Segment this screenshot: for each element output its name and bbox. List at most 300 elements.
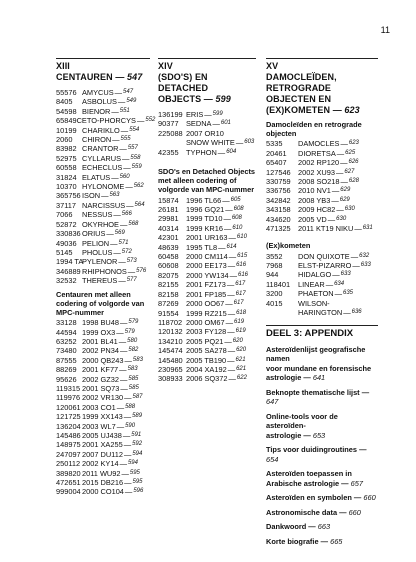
- index-entry: [56, 239, 150, 248]
- entry-number: 250112: [56, 459, 81, 469]
- entry-page: 551: [119, 107, 130, 114]
- entry-dash: —: [331, 186, 340, 196]
- entry-name: SEDNA: [186, 119, 212, 129]
- entry-page: 605: [230, 196, 241, 203]
- entry-number: 65407: [266, 158, 287, 168]
- index-entry: [56, 459, 150, 468]
- section-sdo-detached: [158, 58, 256, 384]
- index-entry: [56, 88, 150, 97]
- index-entry: [158, 356, 256, 365]
- entry-page: 562: [133, 183, 144, 190]
- entry-number: 365756: [56, 191, 81, 201]
- entry-number: 42301: [158, 233, 179, 243]
- entry-dash: —: [228, 374, 236, 384]
- entry-dash: —: [119, 219, 128, 229]
- entry-name: 2002 PN34: [82, 346, 119, 356]
- entry-page: 627: [344, 168, 355, 175]
- entry-page: 585: [128, 384, 139, 391]
- entry-page: 629: [339, 196, 350, 203]
- entry-name: ORIUS: [82, 229, 106, 239]
- entry-name: THEREUS: [82, 276, 118, 286]
- index-entry: [56, 97, 150, 106]
- index-entry: [158, 290, 256, 299]
- entry-dash: —: [223, 223, 232, 233]
- entry-name: 2007 OR10: [186, 128, 224, 138]
- index-entry: [158, 205, 256, 214]
- entry-number: [158, 138, 186, 147]
- entry-dash: —: [124, 478, 132, 488]
- entry-dash: —: [335, 167, 344, 177]
- entry-name: LINEAR: [298, 279, 325, 289]
- entry-name: CHIRON: [82, 135, 112, 145]
- index-entry: [158, 318, 256, 327]
- entry-name: 1999 KR16: [186, 223, 223, 233]
- entry-name: 2000 OO67: [186, 299, 225, 309]
- entry-dash: —: [122, 431, 131, 441]
- entry-number: 2060: [56, 135, 73, 145]
- section-rule: [56, 58, 150, 59]
- entry-page: 617: [235, 290, 246, 297]
- entry-name: 2005 PQ21: [186, 336, 224, 346]
- entry-name: ASBOLUS: [82, 97, 117, 107]
- entry-name: 2009 HC82: [298, 205, 336, 215]
- entry-number: 60608: [158, 261, 179, 271]
- entry-number: 230965: [158, 364, 183, 374]
- entry-page: 608: [231, 215, 242, 222]
- index-entry: [266, 205, 378, 214]
- entry-dash: —: [118, 257, 126, 267]
- entry-page: 580: [127, 337, 138, 344]
- entry-dash: —: [136, 116, 145, 126]
- index-entry: [56, 318, 150, 327]
- entry-number: 33128: [56, 318, 77, 328]
- entry-number: 87555: [56, 355, 77, 365]
- appendix-entry: [266, 469, 378, 488]
- index-entry: [56, 412, 150, 421]
- entry-dash: —: [119, 365, 127, 375]
- index-entry: [266, 252, 378, 261]
- entry-number: 3200: [266, 289, 283, 299]
- index-entry: [266, 280, 378, 289]
- appendix-entry: [266, 345, 378, 383]
- entry-number: 944: [266, 270, 279, 280]
- index-entry: [158, 119, 256, 128]
- entry-number: 7968: [266, 261, 283, 271]
- index-entry: [56, 144, 150, 153]
- entry-number: 82155: [158, 280, 179, 290]
- appendix-entry: [266, 388, 378, 407]
- entry-name: HIDALGO: [298, 270, 332, 280]
- entry-page: 583: [132, 356, 143, 363]
- entry-name: 1996 GQ21: [186, 205, 225, 215]
- entry-number: 118702: [158, 317, 183, 327]
- entry-number: 5335: [266, 139, 283, 149]
- entry-name: 2001 BL41: [82, 336, 118, 346]
- entry-dash: —: [123, 163, 131, 173]
- appendix-entry-text: Online-tools voor de asteroïden-: [266, 411, 338, 431]
- index-entry: [56, 393, 150, 402]
- entry-number: 136204: [56, 421, 81, 431]
- index-entry: [158, 365, 256, 374]
- entry-page: 608: [233, 206, 244, 213]
- index-entry: [56, 276, 150, 285]
- entry-number: 1994 TA: [56, 257, 84, 267]
- entry-page: 631: [362, 225, 373, 232]
- entry-dash: —: [119, 318, 128, 328]
- entry-name: 2002 VR130: [82, 393, 124, 403]
- entry-number: 60458: [158, 252, 179, 262]
- entry-name: DIORETSA: [298, 148, 336, 158]
- entry-number: 88269: [56, 365, 77, 375]
- appendix-entry-page: 653: [312, 430, 326, 440]
- entry-number: 120061: [56, 402, 81, 412]
- entry-page: 634: [334, 280, 345, 287]
- section-number: XV: [266, 61, 279, 71]
- entry-page: 622: [236, 375, 247, 382]
- appendix-entry-page: 654: [266, 454, 279, 464]
- entry-page: 579: [124, 328, 135, 335]
- entry-number: 4015: [266, 298, 283, 308]
- entry-number: 52975: [56, 153, 77, 163]
- entry-name: 2005 SA278: [186, 346, 227, 356]
- entry-number: 15874: [158, 195, 179, 205]
- entry-page: 633: [360, 262, 371, 269]
- entry-number: 40314: [158, 223, 179, 233]
- entry-name: 1995 TL8: [186, 242, 218, 252]
- index-entry: [158, 252, 256, 261]
- index-entry: [266, 196, 378, 205]
- index-entry: [56, 163, 150, 172]
- entry-page: 594: [127, 460, 138, 467]
- entry-dash: —: [334, 289, 342, 299]
- entry-dash: —: [116, 421, 125, 431]
- entry-dash: —: [340, 158, 348, 168]
- entry-name: AMYCUS: [82, 88, 114, 97]
- index-entry: [158, 196, 256, 205]
- sub-heading: SDO's en Detached Objects met alleen codering of volgorde van MPC-nummer: [158, 167, 256, 195]
- index-entry: [266, 308, 378, 317]
- entry-number: 389820: [56, 468, 81, 478]
- appendix-rule: [266, 325, 378, 326]
- index-entry: [266, 139, 378, 148]
- entry-page: 594: [132, 450, 143, 457]
- entry-name: 2015 DB216: [82, 478, 124, 488]
- entry-page: 569: [114, 230, 125, 237]
- entry-page: 572: [121, 248, 132, 255]
- entry-page: 595: [129, 469, 140, 476]
- entry-dash: —: [336, 205, 344, 215]
- entry-page: 620: [232, 337, 243, 344]
- entry-number: 65849: [56, 116, 77, 126]
- entry-number: 471325: [266, 224, 291, 234]
- entry-number: 32532: [56, 276, 77, 286]
- entry-page: 560: [119, 173, 130, 180]
- entry-number: [266, 308, 298, 317]
- section-heading: [56, 61, 150, 83]
- entry-number: 49036: [56, 238, 77, 248]
- entry-page: 568: [128, 220, 139, 227]
- entry-name: ELST-PIZARRO: [298, 261, 352, 271]
- index-entry: [158, 327, 256, 336]
- index-entry: [266, 261, 378, 270]
- entry-page: 552: [145, 117, 156, 124]
- entry-name: ISON: [82, 191, 101, 201]
- entry-number: 31824: [56, 172, 77, 182]
- entry-page: 614: [226, 243, 237, 250]
- index-entry: [56, 431, 150, 440]
- entry-number: 127546: [266, 167, 291, 177]
- entry-name: RHIPHONOS: [82, 266, 127, 276]
- entry-dash: —: [111, 106, 119, 116]
- entry-page: 599: [212, 111, 223, 117]
- appendix-entry-text: Beknopte thematische lijst —: [266, 387, 370, 397]
- index-entry: [158, 346, 256, 355]
- entry-number: 308933: [158, 374, 183, 384]
- appendix-entry-text: voor mundane en forensische: [266, 363, 372, 373]
- index-entry: [56, 422, 150, 431]
- entry-number: 145486: [56, 431, 81, 441]
- index-entry: [56, 210, 150, 219]
- entry-name: 2005 TB190: [186, 355, 227, 365]
- entry-name: CETO-PHORCYS: [76, 116, 136, 126]
- entry-name: HARINGTON: [298, 308, 343, 318]
- sub-heading: (Ex)kometen: [266, 241, 311, 251]
- entry-dash: —: [228, 233, 236, 243]
- index-entry: [158, 374, 256, 383]
- entry-page: 626: [348, 159, 359, 166]
- appendix-entry-text: Tips voor duidingroutines —: [266, 445, 367, 455]
- index-entry: [158, 148, 256, 157]
- entry-dash: —: [222, 195, 230, 205]
- entry-list: [56, 318, 150, 497]
- appendix-entry-text: Arabische astrologie —: [266, 478, 349, 488]
- entry-number: 44594: [56, 327, 77, 337]
- section-title: CENTAUREN —: [56, 72, 125, 82]
- entry-name: SNOW WHITE: [186, 138, 235, 148]
- index-entry: [266, 158, 378, 167]
- section-rule: [266, 58, 378, 59]
- sub-heading: Damocleïden en retrograde objecten: [266, 120, 362, 139]
- entry-dash: —: [119, 144, 127, 154]
- index-entry: [56, 384, 150, 393]
- entry-page: 630: [344, 206, 355, 213]
- index-entry: [158, 261, 256, 270]
- section-title: (SDO'S) EN DETACHED: [158, 72, 209, 93]
- entry-dash: —: [225, 317, 234, 327]
- entry-dash: —: [327, 214, 336, 224]
- entry-number: 87269: [158, 299, 179, 309]
- entry-number: 8405: [56, 97, 73, 107]
- appendix-entry-page: 663: [317, 522, 331, 532]
- entry-page: 571: [118, 239, 129, 246]
- entry-number: 7066: [56, 210, 73, 220]
- entry-page: 632: [359, 252, 370, 259]
- index-entry: [158, 233, 256, 242]
- entry-name: ECHECLUS: [82, 163, 123, 173]
- entry-name: CRANTOR: [82, 144, 119, 154]
- entry-dash: —: [223, 214, 231, 224]
- entry-dash: —: [124, 487, 133, 497]
- entry-number: 90377: [158, 119, 179, 129]
- entry-dash: —: [106, 229, 114, 239]
- entry-dash: —: [120, 383, 128, 393]
- entry-dash: —: [354, 224, 362, 234]
- entry-dash: —: [111, 172, 119, 182]
- entry-number: 145480: [158, 355, 183, 365]
- entry-name: HYLONOME: [82, 182, 125, 192]
- entry-number: 95626: [56, 374, 77, 384]
- index-entry: [158, 129, 256, 138]
- section-heading: [158, 61, 256, 105]
- entry-number: 63252: [56, 336, 77, 346]
- entry-dash: —: [325, 279, 334, 289]
- entry-name: TYPHON: [186, 147, 217, 157]
- entry-number: 118401: [266, 279, 291, 289]
- entry-page: 603: [244, 139, 255, 146]
- index-entry: [56, 191, 150, 200]
- entry-name: 1999 XX143: [82, 412, 123, 422]
- entry-page: 590: [125, 422, 136, 429]
- entry-dash: —: [204, 110, 212, 119]
- index-entry: [266, 224, 378, 233]
- entry-dash: —: [125, 182, 133, 192]
- entry-number: 42355: [158, 147, 179, 157]
- entry-dash: —: [117, 97, 126, 107]
- entry-dash: —: [123, 440, 132, 450]
- entry-page: 635: [342, 290, 353, 297]
- entry-number: 346889: [56, 266, 81, 276]
- entry-name: 2002 XU93: [298, 167, 335, 177]
- entry-name: 2004 XA192: [186, 364, 227, 374]
- entry-name: DAMOCLES: [298, 139, 340, 149]
- entry-dash: —: [227, 355, 235, 365]
- entry-list: [158, 110, 256, 157]
- entry-number: 121725: [56, 412, 81, 422]
- entry-page: 636: [351, 309, 362, 316]
- entry-dash: —: [112, 135, 120, 145]
- entry-page: 616: [238, 271, 249, 278]
- index-entry: [56, 469, 150, 478]
- entry-name: DON QUIXOTE: [298, 251, 350, 261]
- appendix-entry-text: astrologie —: [266, 373, 311, 383]
- entry-page: 587: [132, 394, 143, 401]
- entry-name: 1999 TD10: [186, 214, 223, 224]
- entry-number: 119976: [56, 393, 81, 403]
- entry-list: [266, 252, 378, 318]
- entry-number: 29981: [158, 214, 179, 224]
- entry-page: 585: [128, 375, 139, 382]
- entry-name: PHOLUS: [82, 247, 113, 257]
- index-entry: [56, 267, 150, 276]
- entry-dash: —: [226, 280, 235, 290]
- entry-name: 2000 CO104: [82, 487, 124, 497]
- entry-dash: —: [225, 299, 233, 309]
- entry-page: 620: [236, 347, 247, 354]
- entry-page: 623: [348, 140, 359, 147]
- entry-number: 48639: [158, 242, 179, 252]
- entry-name: 2000 QB243: [82, 355, 124, 365]
- index-entry: [56, 478, 150, 487]
- index-entry: [56, 375, 150, 384]
- index-entry: [56, 450, 150, 459]
- entry-dash: —: [340, 139, 348, 149]
- entry-page: 555: [120, 136, 131, 143]
- section-centauren: [56, 58, 156, 497]
- entry-dash: —: [228, 252, 237, 262]
- entry-page: 615: [237, 253, 248, 260]
- entry-number: 60558: [56, 163, 77, 173]
- entry-number: 336756: [266, 186, 291, 196]
- entry-dash: —: [126, 200, 134, 210]
- entry-dash: —: [114, 88, 123, 97]
- entry-dash: —: [227, 327, 235, 337]
- entry-dash: —: [227, 261, 236, 271]
- entry-name: ERIS: [186, 110, 204, 119]
- entry-dash: —: [227, 289, 235, 299]
- appendix-entry-text: Astronomische data —: [266, 507, 347, 517]
- appendix-title: DEEL 3: APPENDIX: [266, 327, 354, 339]
- entry-dash: —: [124, 355, 132, 365]
- entry-page: 588: [125, 403, 136, 410]
- entry-number: 999004: [56, 487, 81, 497]
- index-entry: [56, 107, 150, 116]
- entry-dash: —: [218, 242, 226, 252]
- index-entry: [56, 229, 150, 238]
- index-entry: [56, 135, 150, 144]
- entry-name: 2008 YB3: [298, 195, 331, 205]
- entry-name: 2000 OM67: [186, 317, 225, 327]
- index-entry: [56, 201, 150, 210]
- appendix-entry-text: Dankwoord —: [266, 522, 316, 532]
- entry-name: 1996 TL66: [186, 195, 222, 205]
- entry-name: 2005 VD: [298, 214, 327, 224]
- index-entry: [266, 177, 378, 186]
- entry-name: OKYRHOE: [82, 219, 119, 229]
- entry-dash: —: [225, 205, 233, 215]
- entry-page: 558: [130, 154, 141, 161]
- index-entry: [56, 126, 150, 135]
- entry-name: 1999 OX3: [82, 327, 116, 337]
- entry-name: 2002 GZ32: [82, 374, 119, 384]
- index-entry: [266, 186, 378, 195]
- appendix-list: [266, 345, 378, 547]
- entry-page: 589: [132, 413, 143, 420]
- entry-dash: —: [350, 251, 359, 261]
- appendix-entry-page: 665: [330, 536, 343, 546]
- entry-name: 1998 BU48: [82, 318, 119, 328]
- entry-dash: —: [116, 402, 125, 412]
- index-entry: [158, 280, 256, 289]
- entry-page: 601: [220, 120, 231, 127]
- entry-dash: —: [235, 138, 244, 148]
- entry-dash: —: [119, 459, 127, 469]
- entry-number: 330836: [56, 229, 81, 239]
- appendix-entry-text: Asteroïden en symbolen —: [266, 493, 362, 503]
- entry-page: 557: [127, 145, 138, 152]
- index-entry: [266, 299, 378, 308]
- entry-number: 26181: [158, 205, 179, 215]
- entry-page: 621: [235, 356, 246, 363]
- entry-dash: —: [224, 336, 232, 346]
- entry-number: 225088: [158, 128, 183, 138]
- entry-name: 2011 KT19 NIKU: [298, 224, 354, 234]
- entry-page: 591: [131, 432, 142, 439]
- entry-name: 2001 FP185: [186, 289, 227, 299]
- entry-page: 619: [235, 328, 246, 335]
- entry-dash: —: [123, 449, 132, 459]
- entry-list: [56, 88, 156, 286]
- entry-page: 579: [128, 319, 139, 326]
